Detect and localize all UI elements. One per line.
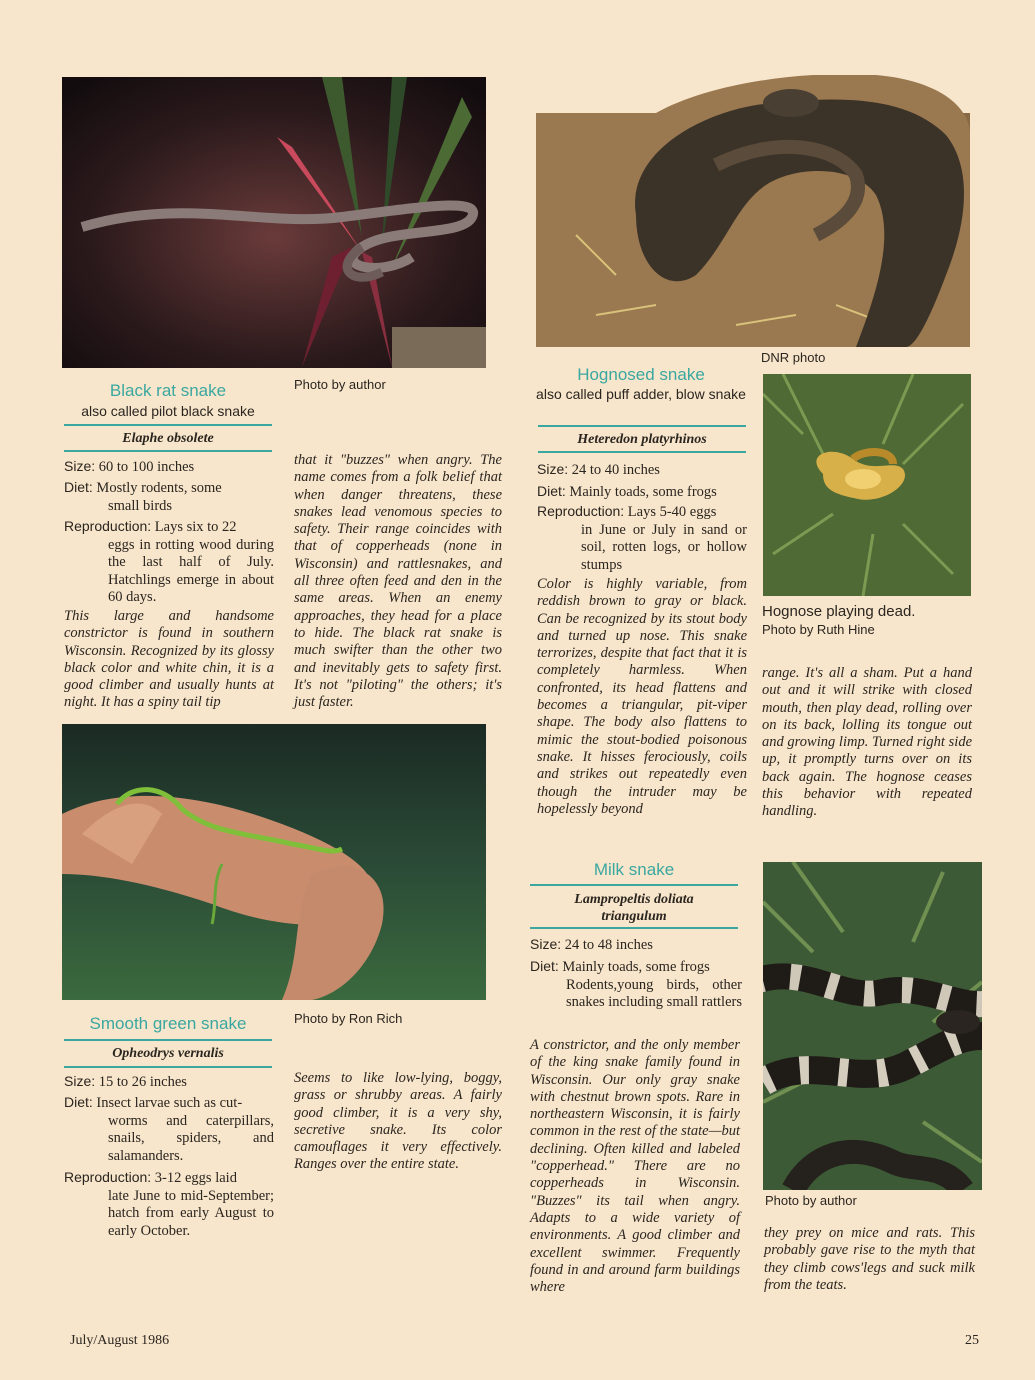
hognosed-description-continued: range. It's all a sham. Put a hand out and it will strike with closed mouth, then play dead, rolling over on its back, lolling its tongue out and growing limp. Turned right side up, it promptly turns over on its back again. The hognose ceases this behavior with repeated handling. [762,665,972,820]
black-rat-description: This large and handsome constrictor is found in southern Wisconsin. Recognized by its glossy black color and white chin, it is a good climber and usually hunts at night. It has a spiny tail tip [64,608,274,711]
milk-snake-title: Milk snake [593,860,675,879]
smooth-green-size: Size: 15 to 26 inches [64,1073,187,1090]
black-rat-size: Size: 60 to 100 inches [64,458,195,475]
issue-date: July/August 1986 [70,1333,170,1348]
black-rat-snake-alias: also called pilot black snake [81,403,255,419]
hognosed-rule-bottom [538,451,746,453]
smooth-green-diet: Diet: Insect larvae such as cut- worms and caterpillars, snails, spiders, and salamanders. [64,1094,274,1164]
smooth-green-snake-title: Smooth green snake [89,1014,247,1033]
hognosed-photo-credit: DNR photo [761,350,826,365]
hognosed-snake-photo [536,75,970,347]
black-rat-snake-title: Black rat snake [109,381,227,400]
milk-photo-credit: Photo by author [765,1193,857,1208]
smooth-green-rule-bottom [64,1066,272,1068]
black-rat-rule-bottom [64,450,272,452]
milk-description: A constrictor, and the only member of the king snake family found in Wisconsin. Our only gray snake with chestnut brown spots. Rare in northeastern Wisconsin, it is fairly common in the rest of the state—but declining. Often killed and labeled "copperhead." There are no copperheads in Wisconsin. "Buzzes" its tail when angry. Adapts to a wide variety of environments. A good climber and excellent swimmer. Frequently found in and around farm buildings where [530,1037,740,1296]
smooth-green-description: Seems to like low-lying, boggy, grass or shrubby areas. A fairly good climber, it is a very shy, secretive snake. Its color camouflages it very effectively. Ranges over the entire state. [294,1070,502,1173]
milk-rule-bottom [530,927,738,929]
black-rat-latin-name: Elaphe obsolete [122,431,214,446]
page-number: 25 [965,1333,979,1348]
black-rat-snake-photo [62,77,486,368]
hognosed-diet: Diet: Mainly toads, some frogs [537,483,717,500]
black-rat-reproduction: Reproduction: Lays six to 22 eggs in rotting wood during the last half of July. Hatchlings emerge in about 60 days. [64,518,274,605]
hognosed-snake-alias: also called puff adder, blow snake [536,386,746,402]
black-rat-rule-top [64,424,272,426]
smooth-green-latin-name: Opheodrys vernalis [112,1046,224,1061]
hognosed-reproduction: Reproduction: Lays 5-40 eggs in June or July in sand or soil, rotten logs, or hollow stumps [537,503,747,573]
black-rat-description-continued: that it "buzzes" when angry. The name comes from a folk belief that when danger threatens, these snakes lead venomous species to safety. Their range coincides with that of copperheads (none in Wisconsin) and rattlesnakes, and all three often feed and den in the same areas. When an enemy approaches, they head for a place to hide. The black rat snake is much swifter than the other two and inevitably gets to safety first. It's not "piloting" the others; it's just faster. [294,452,502,711]
hognosed-description: Color is highly variable, from reddish brown to gray or black. Can be recognized by its stout body and turned up nose. This snake terrorizes, despite that fact that it is completely harmless. When confronted, its head flattens and becomes a triangular, pit-viper shape. The body also flattens to mimic the stout-bodied poisonous snake. It hisses ferociously, coils and strikes out repeatedly even though the intruder may be hopelessly beyond [537,576,747,817]
hognosed-snake-title: Hognosed snake [577,365,705,384]
black-rat-photo-credit: Photo by author [294,377,386,392]
milk-size: Size: 24 to 48 inches [530,936,653,953]
hognose-playing-dead-photo [763,374,971,596]
smooth-green-rule-top [64,1039,272,1041]
hognose-caption: Hognose playing dead. Photo by Ruth Hine [762,603,916,637]
hognosed-rule-top [538,425,746,427]
smooth-green-reproduction: Reproduction: 3-12 eggs laid late June to mid-September; hatch from early August to early October. [64,1169,274,1239]
smooth-green-photo-credit: Photo by Ron Rich [294,1011,403,1026]
black-rat-diet: Diet: Mostly rodents, some small birds [64,479,222,514]
hognosed-latin-name: Heteredon platyrhinos [577,432,707,447]
smooth-green-snake-photo [62,724,486,1000]
milk-snake-photo [763,862,982,1190]
milk-description-continued: they prey on mice and rats. This probably gave rise to the myth that they climb cows'legs and suck milk from the teats. [764,1225,975,1293]
milk-diet: Diet: Mainly toads, some frogs Rodents,young birds, other snakes including small rattlers [530,958,742,1010]
milk-rule-top [530,884,738,886]
milk-latin-name: Lampropeltis doliata triangulum [574,892,694,924]
hognosed-size: Size: 24 to 40 inches [537,461,660,478]
